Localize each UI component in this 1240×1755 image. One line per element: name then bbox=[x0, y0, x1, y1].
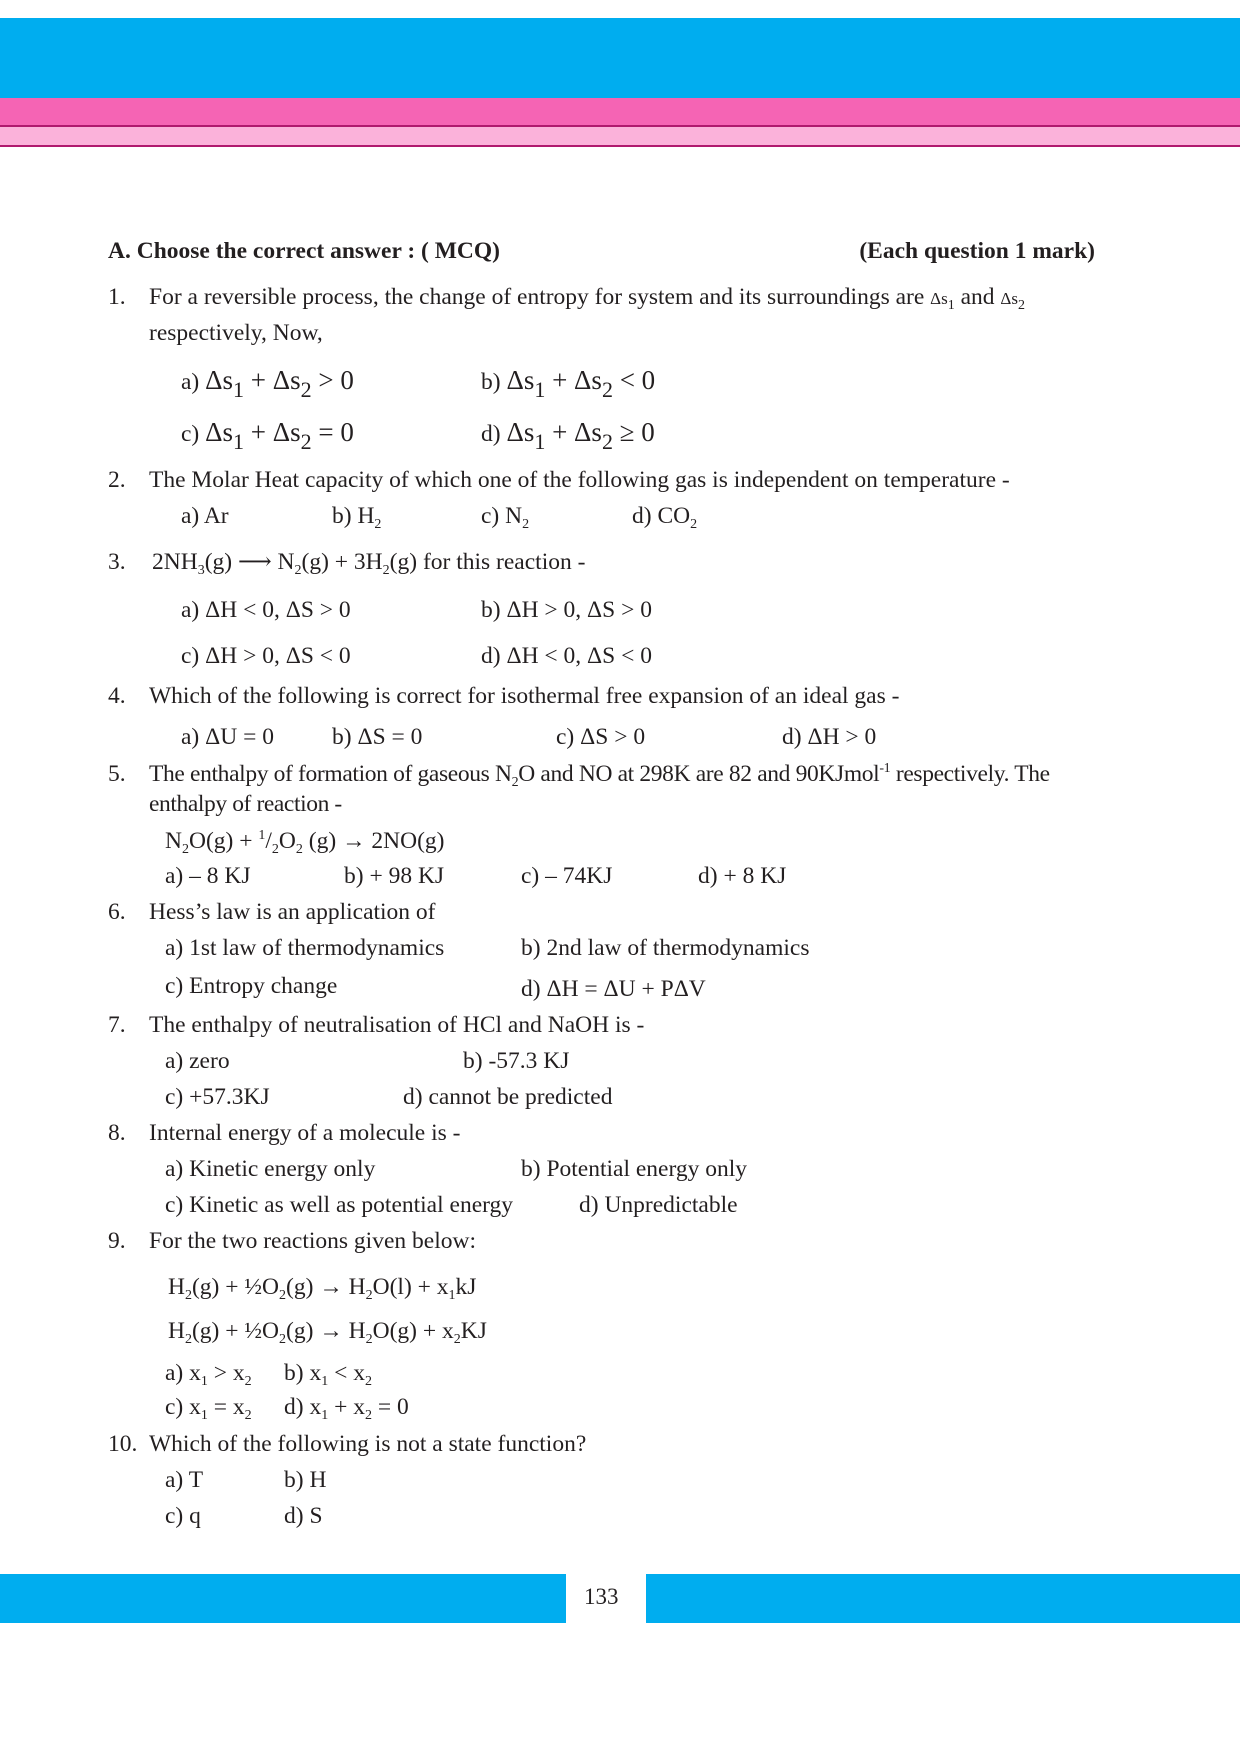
q1-text-line-2: respectively, Now, bbox=[149, 320, 323, 346]
q1-text-line-1: For a reversible process, the change of entropy for system and its surroundings are $\Delta s_1$ and $\Delta s_2$ bbox=[149, 284, 1025, 313]
q7-text: The enthalpy of neutralisation of HCl and NaOH is - bbox=[149, 1012, 645, 1038]
header-light-pink-band bbox=[0, 127, 1240, 145]
q6-number: 6. bbox=[108, 899, 126, 925]
footer-band-left bbox=[0, 1574, 566, 1623]
q10-option-b: b) H bbox=[284, 1467, 327, 1493]
q8-text: Internal energy of a molecule is - bbox=[149, 1120, 461, 1146]
q7-number: 7. bbox=[108, 1012, 126, 1038]
q5-option-d: d) + 8 KJ bbox=[698, 863, 787, 889]
q9-reaction-2: $H_2(g)$ + $\frac{1}{2}O_2(g) \to H_2O(g) + x_2KJ$ bbox=[168, 1318, 487, 1347]
q6-option-d: d) ΔH = ΔU + PΔV bbox=[521, 976, 706, 1002]
q5-text-line-2: enthalpy of reaction - bbox=[149, 791, 342, 817]
q1-number: 1. bbox=[108, 284, 126, 310]
q4-text: Which of the following is correct for isothermal free expansion of an ideal gas - bbox=[149, 683, 900, 709]
q8-option-a: a) Kinetic energy only bbox=[165, 1156, 376, 1182]
q3-option-a: a) ΔH < 0, ΔS > 0 bbox=[181, 597, 351, 623]
q2-option-d: d) $CO_2$ bbox=[632, 503, 698, 532]
header-blue-band bbox=[0, 18, 1240, 98]
q3-option-b: b) ΔH > 0, ΔS > 0 bbox=[481, 597, 652, 623]
q4-number: 4. bbox=[108, 683, 126, 709]
q7-option-b: b) -57.3 KJ bbox=[463, 1048, 570, 1074]
header-pink-band bbox=[0, 98, 1240, 125]
q10-option-c: c) q bbox=[165, 1503, 201, 1529]
q9-number: 9. bbox=[108, 1228, 126, 1254]
q8-option-b: b) Potential energy only bbox=[521, 1156, 748, 1182]
q4-option-a: a) ΔU = 0 bbox=[181, 724, 274, 750]
q8-option-c: c) Kinetic as well as potential energy bbox=[165, 1192, 514, 1218]
header-line-2 bbox=[0, 145, 1240, 147]
q6-option-a: a) 1st law of thermodynamics bbox=[165, 935, 445, 961]
q9-option-d: d) $x_1 + x_2 = 0$ bbox=[284, 1394, 409, 1423]
marks-note: (Each question 1 mark) bbox=[859, 238, 1095, 264]
q5-number: 5. bbox=[108, 761, 126, 787]
q2-text: The Molar Heat capacity of which one of the following gas is independent on temperature - bbox=[149, 467, 1010, 493]
q7-option-c: c) +57.3KJ bbox=[165, 1084, 270, 1110]
q1-option-b: b) $\Delta s_1 + \Delta s_2 < 0$ bbox=[481, 365, 656, 402]
q1-option-c: c) $\Delta s_1 + \Delta s_2 = 0$ bbox=[181, 417, 354, 454]
q8-option-d: d) Unpredictable bbox=[579, 1192, 738, 1218]
q5-option-c: c) – 74KJ bbox=[521, 863, 613, 889]
q2-option-a: a) Ar bbox=[181, 503, 229, 529]
q5-option-a: a) – 8 KJ bbox=[165, 863, 251, 889]
q6-option-c: c) Entropy change bbox=[165, 973, 338, 999]
q6-option-b: b) 2nd law of thermodynamics bbox=[521, 935, 810, 961]
q3-number: 3. bbox=[108, 549, 126, 575]
q3-option-c: c) ΔH > 0, ΔS < 0 bbox=[181, 643, 351, 669]
q1-option-d: d) $\Delta s_1 + \Delta s_2 \ge 0$ bbox=[481, 417, 655, 454]
q9-reaction-1: $H_2(g)$ + $\frac{1}{2}O_2(g) \to H_2O(l) + x_1kJ$ bbox=[168, 1274, 477, 1303]
footer-band-right bbox=[646, 1574, 1240, 1623]
q3-equation: $2NH_3(g)$ ⟶ $N_2(g) + 3H_2(g)$ for this reaction - bbox=[152, 549, 586, 578]
q2-option-c: c) $N_2$ bbox=[481, 503, 530, 532]
q4-option-d: d) ΔH > 0 bbox=[782, 724, 877, 750]
q8-number: 8. bbox=[108, 1120, 126, 1146]
q4-option-c: c) ΔS > 0 bbox=[556, 724, 646, 750]
q5-text-line-1: The enthalpy of formation of gaseous $N_2O$ and NO at 298K are 82 and 90KJmol$^{-1}$ respectively. The bbox=[149, 761, 1050, 790]
q5-equation: $N_2O(g) + ^1/_2O_2$ (g) → 2NO(g) bbox=[165, 828, 445, 857]
q6-text: Hess’s law is an application of bbox=[149, 899, 436, 925]
q4-option-b: b) ΔS = 0 bbox=[332, 724, 423, 750]
q2-option-b: b) $H_2$ bbox=[332, 503, 382, 532]
q1-option-a: a) $\Delta s_1 + \Delta s_2 > 0$ bbox=[181, 365, 354, 402]
q9-option-a: a) $x_1 > x_2$ bbox=[165, 1360, 252, 1389]
q10-text: Which of the following is not a state function? bbox=[149, 1431, 587, 1457]
q9-text: For the two reactions given below: bbox=[149, 1228, 476, 1254]
q10-option-d: d) S bbox=[284, 1503, 323, 1529]
q10-option-a: a) T bbox=[165, 1467, 204, 1493]
q9-option-c: c) $x_1 = x_2$ bbox=[165, 1394, 252, 1423]
q3-option-d: d) ΔH < 0, ΔS < 0 bbox=[481, 643, 652, 669]
section-title: A. Choose the correct answer : ( MCQ) bbox=[108, 238, 500, 264]
page-number: 133 bbox=[584, 1584, 619, 1609]
q5-option-b: b) + 98 KJ bbox=[344, 863, 445, 889]
q9-option-b: b) $x_1 < x_2$ bbox=[284, 1360, 372, 1389]
q7-option-a: a) zero bbox=[165, 1048, 230, 1074]
q2-number: 2. bbox=[108, 467, 126, 493]
q7-option-d: d) cannot be predicted bbox=[403, 1084, 613, 1110]
q10-number: 10. bbox=[108, 1431, 138, 1457]
